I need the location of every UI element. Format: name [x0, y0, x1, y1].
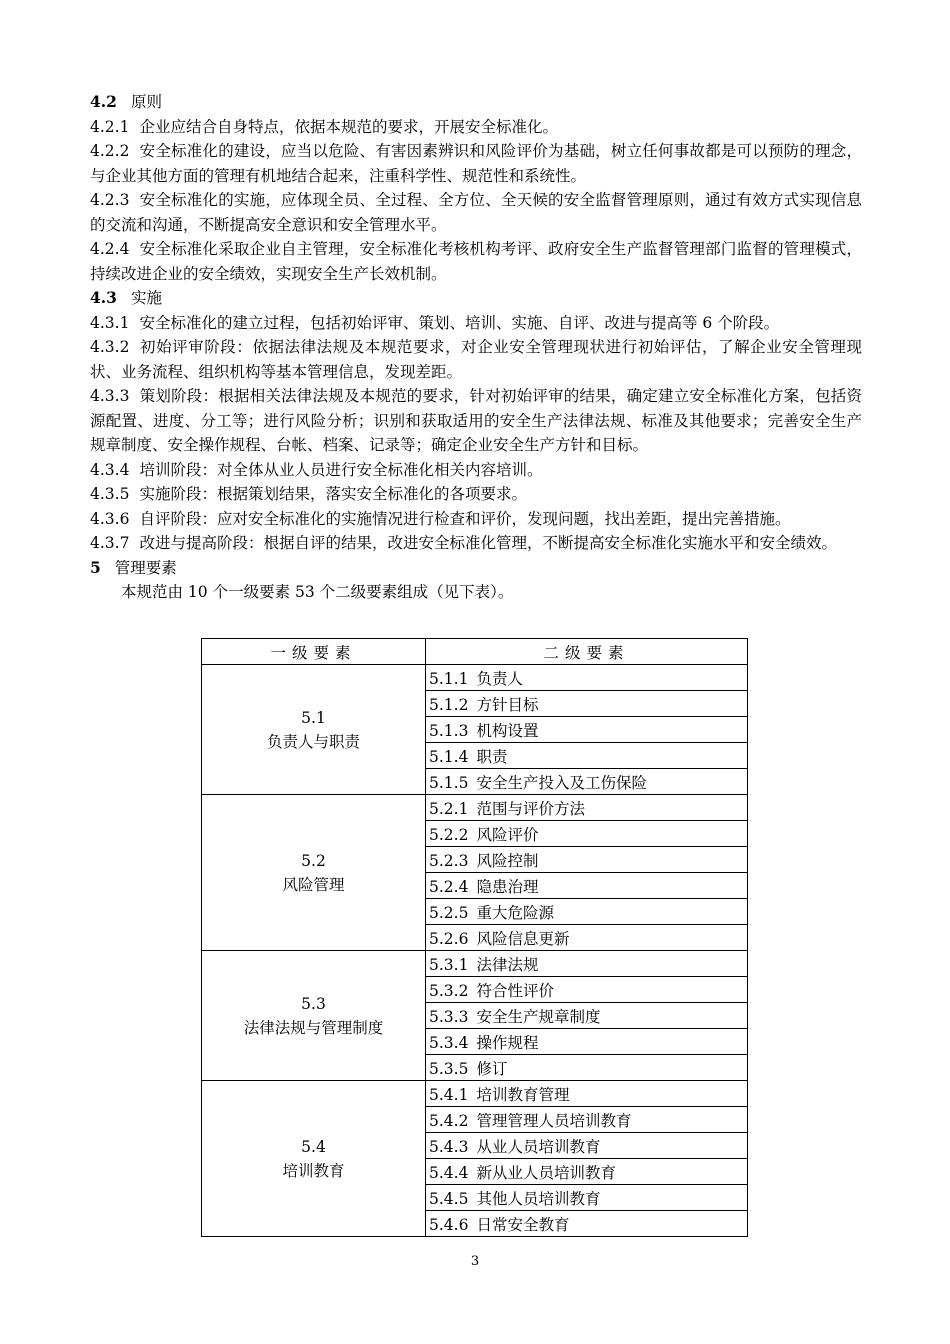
level2-name: 隐患治理 — [476, 877, 539, 896]
level2-name: 操作规程 — [476, 1033, 539, 1052]
level2-element — [426, 795, 748, 821]
level1-code: 5.1 — [301, 708, 326, 727]
table-row — [202, 951, 748, 977]
level2-element — [426, 1159, 748, 1185]
level2-code: 5.4.2 — [429, 1111, 469, 1130]
clause-4-3-6 — [90, 507, 862, 532]
level2-name: 从业人员培训教育 — [476, 1137, 601, 1156]
clause-number: 4.3.5 — [90, 485, 130, 503]
level2-element — [426, 1055, 748, 1081]
level1-code: 5.2 — [301, 851, 326, 870]
level2-element — [426, 1211, 748, 1237]
level2-element — [426, 1029, 748, 1055]
section-heading-5 — [90, 556, 862, 581]
level2-code: 5.2.4 — [429, 877, 469, 896]
level2-name: 培训教育管理 — [476, 1085, 570, 1104]
clause-number: 4.2.1 — [90, 117, 130, 136]
level2-name: 职责 — [476, 747, 508, 766]
clause-4-3-1 — [90, 311, 862, 336]
level2-name: 符合性评价 — [476, 981, 554, 1000]
level2-element — [426, 951, 748, 977]
level1-code: 5.3 — [301, 994, 326, 1013]
level1-name: 负责人与职责 — [266, 732, 360, 751]
level2-element — [426, 821, 748, 847]
level2-code: 5.4.4 — [429, 1163, 469, 1182]
level2-element — [426, 743, 748, 769]
header-level2: 二级要素 — [426, 639, 748, 665]
level2-name: 管理管理人员培训教育 — [476, 1111, 632, 1130]
level2-element — [426, 847, 748, 873]
table-header-row — [202, 639, 748, 665]
level2-code: 5.2.6 — [429, 929, 469, 948]
level2-code: 5.3.5 — [429, 1059, 469, 1078]
level2-element — [426, 1185, 748, 1211]
level2-code: 5.1.4 — [429, 747, 469, 766]
level2-code: 5.1.2 — [429, 695, 469, 714]
level1-name: 培训教育 — [282, 1161, 345, 1180]
level2-name: 负责人 — [476, 669, 523, 688]
level2-code: 5.3.4 — [429, 1033, 469, 1052]
clause-4-3-4 — [90, 458, 862, 483]
clause-number: 4.3.7 — [90, 534, 130, 552]
level1-element — [202, 665, 426, 795]
page-number: 3 — [470, 1254, 480, 1269]
clause-text: 改进与提高阶段：根据自评的结果，改进安全标准化管理，不断提高安全标准化实施水平和安全绩效。 — [139, 534, 837, 552]
clause-number: 4.3.1 — [90, 313, 130, 332]
level2-name: 法律法规 — [476, 955, 539, 974]
level2-name: 日常安全教育 — [476, 1215, 570, 1234]
level2-code: 5.2.5 — [429, 903, 469, 922]
clause-4-3-5 — [90, 482, 862, 507]
clause-number: 4.2.2 — [90, 142, 130, 160]
level2-code: 5.4.6 — [429, 1215, 469, 1234]
clause-4-3-7 — [90, 531, 862, 556]
level2-name: 修订 — [476, 1059, 508, 1078]
level2-name: 安全生产规章制度 — [476, 1007, 601, 1026]
level2-element — [426, 691, 748, 717]
clause-4-2-2 — [90, 139, 862, 188]
elements-table — [201, 638, 748, 1237]
level1-element — [202, 795, 426, 951]
clause-text: 企业应结合自身特点，依据本规范的要求，开展安全标准化。 — [139, 117, 558, 136]
section-title: 原则 — [130, 93, 162, 111]
level2-element — [426, 665, 748, 691]
level2-name: 新从业人员培训教育 — [476, 1163, 616, 1182]
section-5-intro: 本规范由 10 个一级要素 53 个二级要素组成（见下表）。 — [121, 583, 514, 601]
clause-4-2-4 — [90, 237, 862, 286]
table-body — [202, 665, 748, 1237]
section-heading-4-2 — [90, 90, 862, 115]
level2-code: 5.4.3 — [429, 1137, 469, 1156]
level2-code: 5.1.3 — [429, 721, 469, 740]
level2-element — [426, 899, 748, 925]
level2-name: 其他人员培训教育 — [476, 1189, 601, 1208]
level2-name: 安全生产投入及工伤保险 — [476, 773, 647, 792]
clause-number: 4.3.6 — [90, 509, 130, 528]
level2-name: 方针目标 — [476, 695, 539, 714]
clause-text: 策划阶段：根据相关法律法规及本规范的要求，针对初始评审的结果，确定建立安全标准化方案，包括资源配置、进度、分工等；进行风险分析；识别和获取适用的安全生产法律法规、标准及其他要求；完善安全生产规章制度、安全操作规程、台帐、档案、记录等；确定企业安全生产方针和目标。 — [90, 387, 862, 454]
section-title: 实施 — [130, 289, 162, 307]
level1-element — [202, 951, 426, 1081]
level2-code: 5.3.3 — [429, 1007, 469, 1026]
table-row — [202, 1081, 748, 1107]
level2-code: 5.2.2 — [429, 825, 469, 844]
clause-4-2-3 — [90, 188, 862, 237]
level2-element — [426, 717, 748, 743]
level2-name: 风险信息更新 — [476, 929, 570, 948]
clause-text: 实施阶段：根据策划结果，落实安全标准化的各项要求。 — [139, 485, 527, 503]
level2-name: 重大危险源 — [476, 903, 554, 922]
clause-number: 4.3.3 — [90, 387, 130, 405]
section-number: 4.2 — [90, 92, 117, 111]
clause-text: 安全标准化采取企业自主管理，安全标准化考核机构考评、政府安全生产监督管理部门监督的管理模式，持续改进企业的安全绩效，实现安全生产长效机制。 — [90, 240, 862, 283]
section-number: 4.3 — [90, 288, 117, 307]
level2-element — [426, 1081, 748, 1107]
table-row — [202, 795, 748, 821]
level2-element — [426, 925, 748, 951]
clause-number: 4.3.4 — [90, 460, 130, 479]
level2-element — [426, 1133, 748, 1159]
level2-name: 机构设置 — [476, 721, 539, 740]
level2-element — [426, 1003, 748, 1029]
level2-element — [426, 1107, 748, 1133]
clause-text: 培训阶段：对全体从业人员进行安全标准化相关内容培训。 — [139, 460, 543, 479]
level2-code: 5.2.1 — [429, 799, 469, 818]
clause-text: 初始评审阶段：依据法律法规及本规范要求，对企业安全管理现状进行初始评估，了解企业安全管理现状、业务流程、组织机构等基本管理信息，发现差距。 — [90, 338, 862, 381]
level1-name: 风险管理 — [282, 875, 345, 894]
clause-text: 自评阶段：应对安全标准化的实施情况进行检查和评价，发现问题，找出差距，提出完善措施。 — [139, 509, 791, 528]
level2-code: 5.3.1 — [429, 955, 469, 974]
level2-element — [426, 977, 748, 1003]
level2-code: 5.1.1 — [429, 669, 469, 688]
level2-code: 5.4.1 — [429, 1085, 469, 1104]
section-number: 5 — [90, 557, 101, 577]
level1-name: 法律法规与管理制度 — [243, 1018, 384, 1037]
level2-code: 5.2.3 — [429, 851, 469, 870]
clause-number: 4.2.3 — [90, 191, 130, 209]
level2-name: 风险控制 — [476, 851, 539, 870]
clause-text: 安全标准化的实施，应体现全员、全过程、全方位、全天候的安全监督管理原则，通过有效方式实现信息的交流和沟通，不断提高安全意识和安全管理水平。 — [90, 191, 862, 234]
level2-element — [426, 769, 748, 795]
document-body — [90, 90, 862, 605]
clause-number: 4.3.2 — [90, 338, 130, 356]
level2-code: 5.4.5 — [429, 1189, 469, 1208]
clause-text: 安全标准化的建立过程，包括初始评审、策划、培训、实施、自评、改进与提高等 6 个阶段。 — [139, 313, 780, 332]
level1-code: 5.4 — [301, 1137, 326, 1156]
clause-4-3-2 — [90, 335, 862, 384]
header-level1: 一级要素 — [202, 639, 426, 665]
section-heading-4-3 — [90, 286, 862, 311]
level2-code: 5.1.5 — [429, 773, 469, 792]
table-row — [202, 665, 748, 691]
level2-element — [426, 873, 748, 899]
clause-text: 安全标准化的建设，应当以危险、有害因素辨识和风险评价为基础，树立任何事故都是可以预防的理念，与企业其他方面的管理有机地结合起来，注重科学性、规范性和系统性。 — [90, 142, 862, 185]
level1-element — [202, 1081, 426, 1237]
clause-4-2-1 — [90, 115, 862, 140]
level2-code: 5.3.2 — [429, 981, 469, 1000]
clause-number: 4.2.4 — [90, 240, 130, 258]
level2-name: 风险评价 — [476, 825, 539, 844]
clause-4-3-3 — [90, 384, 862, 458]
level2-name: 范围与评价方法 — [476, 799, 585, 818]
section-title: 管理要素 — [114, 558, 177, 577]
